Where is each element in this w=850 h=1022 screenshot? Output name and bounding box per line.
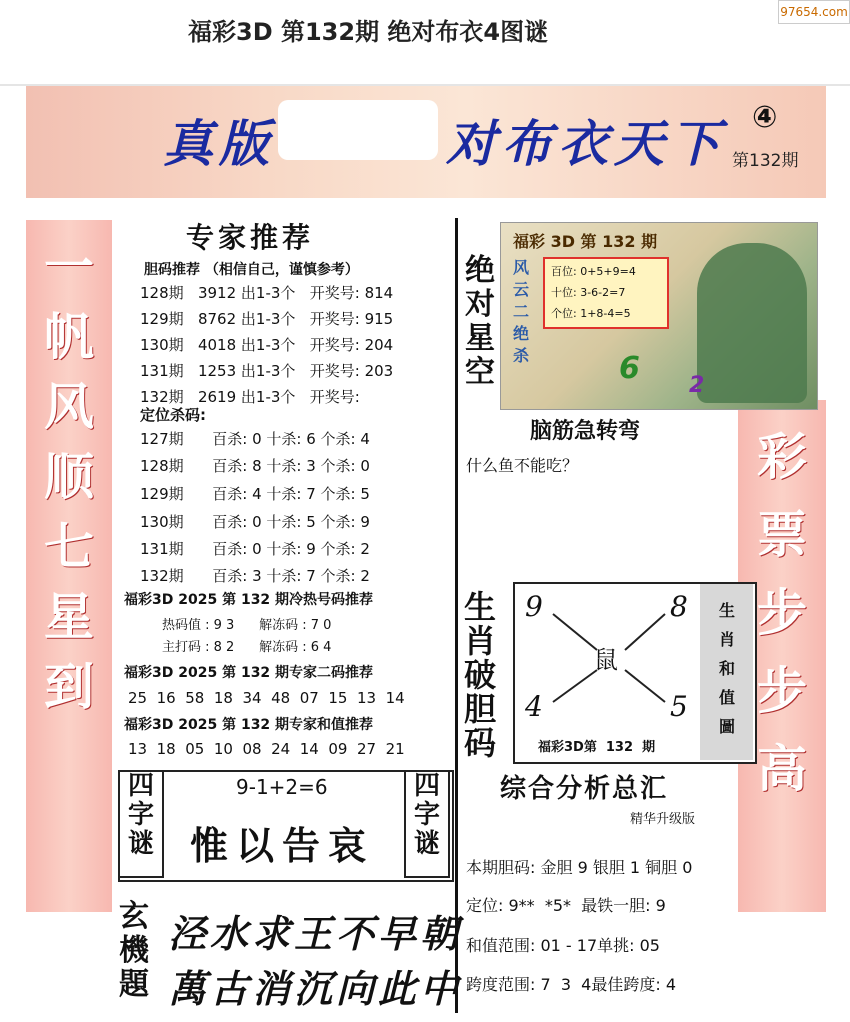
banner-title-left: 真版 xyxy=(163,114,275,173)
riddle-label-right: 四 字 谜 xyxy=(404,770,450,878)
star-image xyxy=(500,222,818,410)
banner-issue: 第132期 xyxy=(732,151,799,171)
zodiac-label: 生 肖 破 胆 码 xyxy=(463,588,496,762)
sum-values: 13 18 05 10 08 24 14 09 27 21 xyxy=(128,740,405,758)
sword-figure-icon xyxy=(697,243,807,403)
zodiac-num-tl: 9 xyxy=(525,590,543,623)
zodiac-num-tr: 8 xyxy=(670,590,688,623)
star-line: 十位: 3-6-2=7 xyxy=(551,286,626,299)
kill-title: 定位杀码: xyxy=(140,406,206,424)
zodiac-num-bl: 4 xyxy=(525,690,543,723)
kill-row: 132期 百杀: 3 十杀: 7 个杀: 2 xyxy=(140,567,370,585)
column-divider xyxy=(455,218,458,1013)
hotcold-title: 福彩3D 2025 第 132 期冷热号码推荐 xyxy=(124,592,374,608)
banner-number: ④ xyxy=(752,100,778,135)
main-line: 主打码 : 8 2 解冻码 : 6 4 xyxy=(162,640,332,655)
riddle-phrase: 惟以告哀 xyxy=(190,823,375,868)
expert-heading: 专家推荐 xyxy=(186,221,315,254)
summary-line: 和值范围: 01 - 17单挑: 05 xyxy=(466,936,660,955)
star-lines-box xyxy=(543,257,669,329)
banner-redaction xyxy=(278,100,438,160)
zodiac-num-br: 5 xyxy=(670,690,688,723)
summary-sub: 精华升级版 xyxy=(630,812,696,827)
kill-row: 131期 百杀: 0 十杀: 9 个杀: 2 xyxy=(140,540,370,558)
riddle-question: 什么鱼不能吃？ xyxy=(466,456,579,475)
star-img-title: 福彩 3D 第 132 期 xyxy=(513,232,658,251)
two-code-values: 25 16 58 18 34 48 07 15 13 14 xyxy=(128,689,405,707)
couplet-left: 一 帆 风 顺 七 星 到 xyxy=(44,237,94,716)
riddle-label-left: 四 字 谜 xyxy=(118,770,164,878)
xuanji-line1: 泾水求王不早朝 xyxy=(168,911,463,956)
sum-title: 福彩3D 2025 第 132 期专家和值推荐 xyxy=(124,717,374,733)
zodiac-footer: 福彩3D第 132 期 xyxy=(538,740,656,755)
summary-line: 定位: 9** *5* 最铁一胆: 9 xyxy=(466,896,666,915)
dan-row: 131期 1253 出1-3个 开奖号: 203 xyxy=(140,362,394,380)
star-num-b: 2 xyxy=(689,373,705,398)
couplet-right: 彩 票 步 步 高 xyxy=(757,427,807,798)
riddle-heading: 脑筋急转弯 xyxy=(530,419,641,444)
dan-row: 130期 4018 出1-3个 开奖号: 204 xyxy=(140,336,394,354)
star-line: 个位: 1+8-4=5 xyxy=(551,307,631,320)
dan-row: 129期 8762 出1-3个 开奖号: 915 xyxy=(140,310,394,328)
dan-row: 128期 3912 出1-3个 开奖号: 814 xyxy=(140,284,394,302)
summary-line: 跨度范围: 7 3 4最佳跨度: 4 xyxy=(466,975,677,994)
kill-row: 127期 百杀: 0 十杀: 6 个杀: 4 xyxy=(140,430,370,448)
dan-row: 132期 2619 出1-3个 开奖号: xyxy=(140,388,360,406)
kill-row: 128期 百杀: 8 十杀: 3 个杀: 0 xyxy=(140,457,370,475)
kill-row: 130期 百杀: 0 十杀: 5 个杀: 9 xyxy=(140,513,370,531)
zodiac-side: 生 肖 和 值 圖 xyxy=(718,601,735,736)
star-img-side: 风云二绝杀 xyxy=(513,258,530,365)
kill-row: 129期 百杀: 4 十杀: 7 个杀: 5 xyxy=(140,485,370,503)
dan-title: 胆码推荐 （相信自己，谨慎参考） xyxy=(144,262,359,278)
riddle-formula: 9-1+2=6 xyxy=(236,775,328,799)
xuanji-label: 玄 機 題 xyxy=(119,899,149,1002)
summary-heading: 综合分析总汇 xyxy=(500,774,669,804)
xuanji-line2: 萬古消沉向此中 xyxy=(168,966,463,1011)
hot-line: 热码值 : 9 3 解冻码 : 7 0 xyxy=(162,618,332,633)
star-label: 绝 对 星 空 xyxy=(465,253,495,390)
site-watermark: 97654.com xyxy=(778,0,850,24)
star-line: 百位: 0+5+9=4 xyxy=(551,265,636,278)
banner-title-right: 对布衣天下 xyxy=(446,114,726,173)
star-num-a: 6 xyxy=(619,351,640,386)
page-title: 福彩3D 第132期 绝对布衣4图谜 xyxy=(188,18,549,46)
zodiac-center: 鼠 xyxy=(594,646,618,674)
two-code-title: 福彩3D 2025 第 132 期专家二码推荐 xyxy=(124,665,374,681)
summary-line: 本期胆码: 金胆 9 银胆 1 铜胆 0 xyxy=(466,858,693,877)
